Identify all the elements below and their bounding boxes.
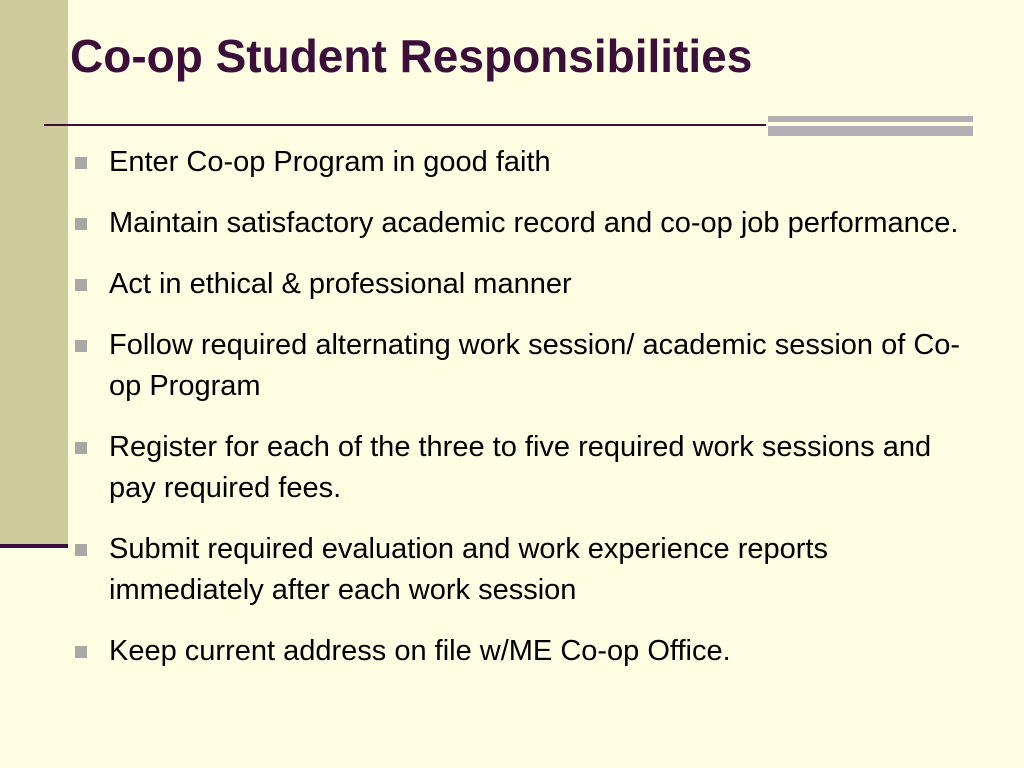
bullet-item: [72, 142, 972, 183]
bullet-text: Follow required alternating work session/ academic session of Co-op Program: [109, 329, 961, 402]
decorative-bar-bottom: [768, 126, 973, 136]
bullet-item: [72, 427, 972, 509]
bullet-text: Act in ethical & professional manner: [109, 268, 572, 300]
bullet-text: Enter Co-op Program in good faith: [109, 146, 551, 178]
bullet-item: [72, 325, 972, 407]
bullet-item: [72, 529, 972, 611]
square-bullet-icon: [75, 218, 87, 230]
square-bullet-icon: [75, 442, 87, 454]
square-bullet-icon: [75, 279, 87, 291]
title-underline-rule: [44, 124, 766, 126]
square-bullet-icon: [75, 157, 87, 169]
left-accent-line: [0, 544, 68, 548]
slide-title: Co-op Student Responsibilities: [70, 30, 753, 82]
bullet-item: [72, 631, 972, 672]
bullet-item: [72, 203, 972, 244]
bullet-item: [72, 264, 972, 305]
square-bullet-icon: [75, 544, 87, 556]
right-decorative-bars: [768, 116, 973, 136]
bullet-text: Submit required evaluation and work experience reports immediately after each work session: [109, 533, 828, 606]
bullet-text: Register for each of the three to five required work sessions and pay required fees.: [109, 431, 932, 504]
square-bullet-icon: [75, 340, 87, 352]
left-decorative-band: [0, 0, 68, 545]
bullet-text: Keep current address on file w/ME Co-op Office.: [109, 635, 731, 667]
square-bullet-icon: [75, 646, 87, 658]
bullet-text: Maintain satisfactory academic record and co-op job performance.: [109, 207, 959, 239]
decorative-bar-top: [768, 116, 973, 122]
bullet-list: [72, 142, 972, 692]
